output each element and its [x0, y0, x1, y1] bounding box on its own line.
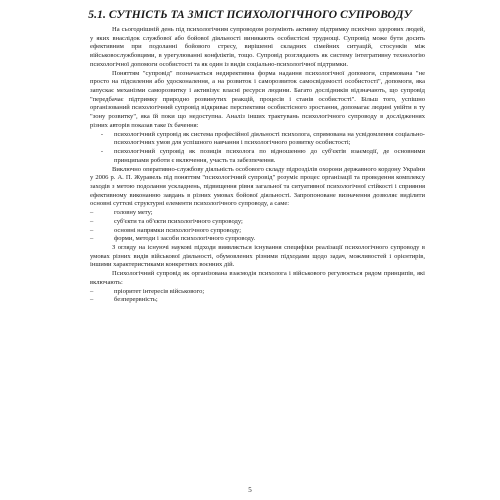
paragraph: З огляду на існуючі наукові підходи виявляється існування специфіки реалізації психологічного супроводу в умовах різних видів військової діяльності, обумовлених різними підходами щодо задач, можливостей і орієнтирів, іншими характеристиками конкретних воєнних дій. [90, 243, 425, 269]
list-item [90, 235, 425, 244]
list-marker: – [90, 217, 94, 225]
list-item-text: форми, методи і засоби психологічного супроводу. [114, 235, 256, 243]
list-item-text: безперервність; [114, 296, 158, 304]
page-number: 5 [248, 486, 252, 494]
paragraph: Виключно оперативно-службову діяльність особового складу підрозділів охорони державного кордону України у 2006 р. А. П. Журавель під поняттям "психологічний супровід" розуміє процес організації та проведення комплексу заходів з метою подолання ускладнень, підвищення рівня загальної та ситуативної психологічної стійкості і сприяння ефективному виконанню завдань в різних умовах бойової діяльності. Запропоноване визначення дозволяє виділити основні суттєві структурні елементи психологічного супроводу, а саме: [90, 165, 425, 208]
list-item-text: психологічний супровід як позиція психолога по відношенню до суб'єктів взаємодії, де основними принципами роботи є включення, участь та забезпечення. [114, 148, 425, 164]
list-marker: – [90, 209, 94, 217]
paragraph: На сьогоднішній день під психологічним супроводом розуміють активну підтримку психічно здорових людей, у яких внаслідок службової або бойової діяльності виникають особистісні труднощі. Супровід може бути досить ефективним при подоланні бойового стресу, вирішенні складних сімейних ситуацій, стосунків між військовослужбовцями, в урегулюванні конфліктів, тощо. Супровід розглядають як систему інтегративну технологію психологічної допомоги особистості та як один із видів соціально-психологічної підтримки. [90, 26, 425, 68]
list-item [90, 209, 425, 218]
list-marker: – [90, 226, 94, 234]
list-marker: - [100, 148, 104, 156]
list-marker: – [90, 287, 94, 295]
list-item-text: пріоритет інтересів військового; [114, 287, 205, 295]
list-item-text: головну мету; [114, 209, 153, 217]
section-title: 5.1. СУТНІСТЬ ТА ЗМІСТ ПСИХОЛОГІЧНОГО СУПРОВОДУ [88, 9, 412, 21]
list-marker: - [100, 130, 104, 138]
list-item [90, 296, 425, 305]
list-item-text: основні напрямки психологічного супроводу; [114, 226, 242, 234]
list-item [90, 288, 425, 297]
list-marker: – [90, 235, 94, 243]
list-item-text: психологічний супровід як система професійної діяльності психолога, спрямована на усвідомлення соціально-психологічних умов для успішного навчання і психологічного розвитку особистості; [114, 130, 425, 147]
document-body [90, 26, 425, 305]
list-marker: – [90, 296, 94, 304]
list-item [90, 227, 425, 236]
list-item [90, 218, 425, 227]
paragraph: Психологічний супровід як організована взаємодія психолога і військового регулюється рядом принципів, які включають: [90, 270, 425, 286]
list-item-text: суб'єкти та об'єкти психологічного супроводу; [114, 217, 243, 225]
list-item [90, 131, 425, 148]
list-item [90, 148, 425, 165]
paragraph: Поняттям "супровід" позначається недирективна форма надання психологічної допомоги, спрямована "не просто на підсилення або удосконалення, а на розвиток і саморозвиток самосвідомості особистості", допомоги, яка запускає механізми саморозвитку і активізує власні ресурси людини. Багато дослідників відзначають, що супровід "передбачає підтримку природно розвинутих реакцій, процесів і станів особистості". Більш того, успішно організований психологічний супровід відкриває перспективи особистісного зростання, допомагає людині увійти в ту "зону розвитку", яка їй поки що недоступна. Аналіз інших трактувань психологічного супроводу в дослідженнях різних авторів показав таке їх бачення: [90, 69, 425, 129]
